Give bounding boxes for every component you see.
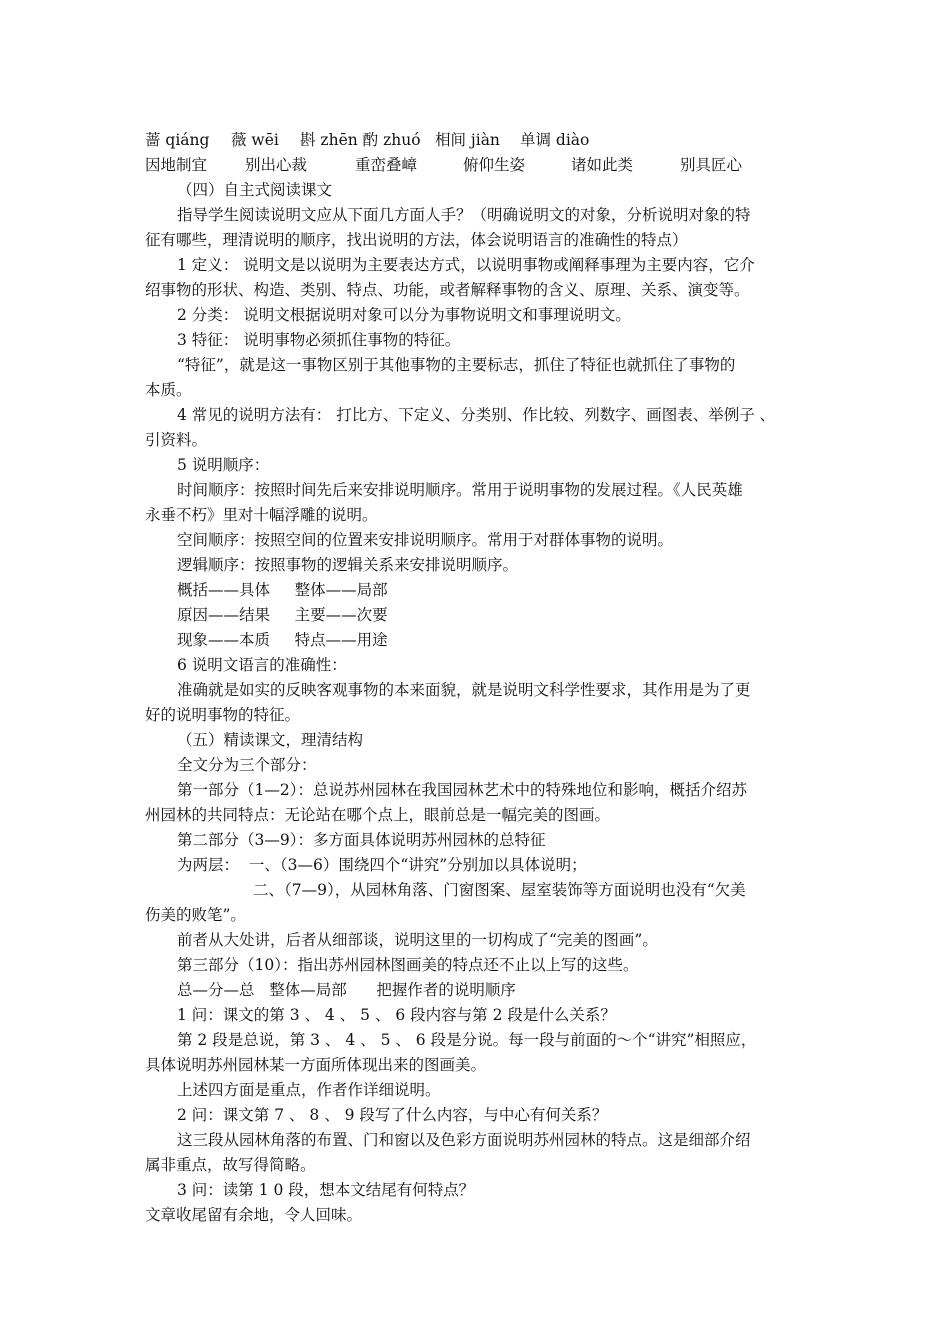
pinyin-item: 斟 zhēn 酌 zhuó bbox=[300, 131, 421, 149]
pinyin-row bbox=[145, 130, 765, 150]
idiom-item: 别具匠心 bbox=[680, 156, 743, 174]
text-line: 具体说明苏州园林某一方面所体现出来的图画美。 bbox=[145, 1056, 487, 1074]
text-line: 全文分为三个部分： bbox=[177, 756, 317, 774]
text-line: 现象——本质 特点——用途 bbox=[177, 631, 388, 649]
text-line: 原因——结果 主要——次要 bbox=[177, 606, 388, 624]
text-line: 伤美的败笔”。 bbox=[145, 906, 246, 924]
section-heading: （四）自主式阅读课文 bbox=[177, 181, 333, 199]
text-line: 引资料。 bbox=[145, 431, 208, 449]
text-line: 1 问：课文的第 3 、 4 、 5 、 6 段内容与第 2 段是什么关系？ bbox=[177, 1006, 616, 1024]
idiom-item: 因地制宜 bbox=[145, 156, 208, 174]
text-line: 空间顺序：按照空间的位置来安排说明顺序。常用于对群体事物的说明。 bbox=[177, 531, 674, 549]
text-line: 永垂不朽》里对十幅浮雕的说明。 bbox=[145, 506, 378, 524]
section-heading: （五）精读课文，理清结构 bbox=[177, 731, 364, 749]
text-line: 第 2 段是总说，第 3 、 4 、 5 、 6 段是分说。每一段与前面的～个“讲究”相照应， bbox=[177, 1031, 757, 1049]
text-line: 属非重点，故写得简略。 bbox=[145, 1156, 316, 1174]
text-line: 3 特征： 说明事物必须抓住事物的特征。 bbox=[177, 331, 461, 349]
text-line: 逻辑顺序：按照事物的逻辑关系来安排说明顺序。 bbox=[177, 556, 519, 574]
text-line: 3 问：读第 1 0 段，想本文结尾有何特点？ bbox=[177, 1181, 475, 1199]
text-line: 总—分—总 整体—局部 把握作者的说明顺序 bbox=[177, 981, 516, 999]
text-line: “特征”，就是这一事物区别于其他事物的主要标志，抓住了特征也就抓住了事物的 bbox=[177, 356, 736, 374]
text-line: 前者从大处讲，后者从细部谈，说明这里的一切构成了“完美的图画”。 bbox=[177, 931, 658, 949]
idiom-row bbox=[145, 155, 805, 175]
text-line: 概括——具体 整体——局部 bbox=[177, 581, 388, 599]
text-line: 征有哪些，理清说明的顺序，找出说明的方法，体会说明语言的准确性的特点） bbox=[145, 231, 688, 249]
text-line: 好的说明事物的特征。 bbox=[145, 706, 301, 724]
idiom-item: 别出心裁 bbox=[245, 156, 308, 174]
text-line: 绍事物的形状、构造、类别、特点、功能，或者解释事物的含义、原理、关系、演变等。 bbox=[145, 281, 750, 299]
idiom-item: 重峦叠嶂 bbox=[355, 156, 418, 174]
pinyin-item: 薇 wēi bbox=[231, 131, 279, 149]
text-line: 6 说明文语言的准确性： bbox=[177, 656, 347, 674]
text-line: 2 分类： 说明文根据说明对象可以分为事物说明文和事理说明文。 bbox=[177, 306, 631, 324]
text-line: 第二部分（3—9）：多方面具体说明苏州园林的总特征 bbox=[177, 831, 546, 849]
text-line: 指导学生阅读说明文应从下面几方面人手？（明确说明文的对象，分析说明对象的特 bbox=[177, 206, 751, 224]
text-line: 州园林的共同特点：无论站在哪个点上，眼前总是一幅完美的图画。 bbox=[145, 806, 611, 824]
pinyin-item: 相间 jiàn bbox=[435, 131, 500, 149]
text-line: 5 说明顺序： bbox=[177, 456, 270, 474]
text-line: 1 定义： 说明文是以说明为主要表达方式，以说明事物或阐释事理为主要内容，它介 bbox=[177, 256, 755, 274]
text-line: 为两层： 一、（3—6）围绕四个“讲究”分别加以具体说明； bbox=[177, 856, 587, 874]
idiom-item: 俯仰生姿 bbox=[463, 156, 526, 174]
text-line: 这三段从园林角落的布置、门和窗以及色彩方面说明苏州园林的特点。这是细部介绍 bbox=[177, 1131, 751, 1149]
text-line: 准确就是如实的反映客观事物的本来面貌，就是说明文科学性要求，其作用是为了更 bbox=[177, 681, 751, 699]
pinyin-item: 蔷 qiáng bbox=[145, 131, 210, 149]
text-line: 2 问：课文第 7 、 8 、 9 段写了什么内容，与中心有何关系？ bbox=[177, 1106, 608, 1124]
text-line: 文章收尾留有余地，令人回味。 bbox=[145, 1206, 363, 1224]
text-line: 时间顺序：按照时间先后来安排说明顺序。常用于说明事物的发展过程。《人民英雄 bbox=[177, 481, 743, 499]
idiom-item: 诸如此类 bbox=[571, 156, 634, 174]
text-line: 二、（7—9），从园林角落、门窗图案、屋室装饰等方面说明也没有“欠美 bbox=[253, 881, 746, 899]
text-line: 上述四方面是重点，作者作详细说明。 bbox=[177, 1081, 441, 1099]
text-line: 第三部分（10）：指出苏州园林图画美的特点还不止以上写的这些。 bbox=[177, 956, 639, 974]
text-line: 第一部分（1—2）：总说苏州园林在我国园林艺术中的特殊地位和影响，概括介绍苏 bbox=[177, 781, 747, 799]
text-line: 4 常见的说明方法有： 打比方、下定义、分类别、作比较、列数字、画图表、举例子 、 bbox=[177, 406, 776, 424]
text-line: 本质。 bbox=[145, 381, 192, 399]
pinyin-item: 单调 diào bbox=[520, 131, 590, 149]
